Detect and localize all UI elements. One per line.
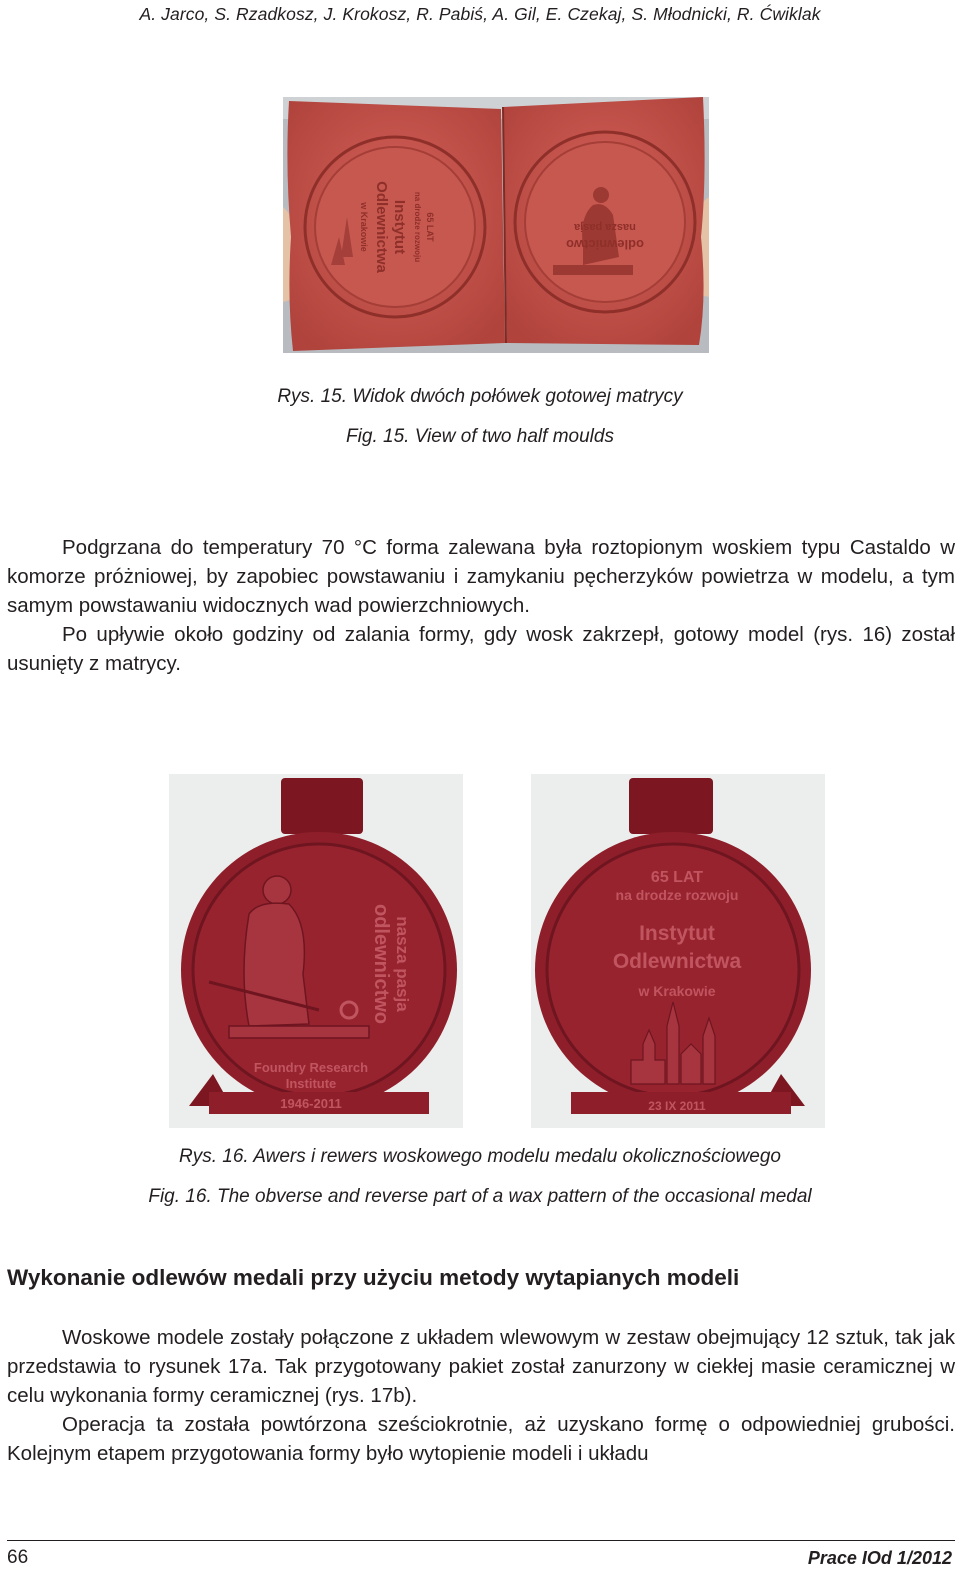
figure-15-caption-pl: Rys. 15. Widok dwóch połówek gotowej matrycy <box>277 386 683 407</box>
figure-16-caption-pl: Rys. 16. Awers i rewers woskowego modelu medalu okolicznościowego <box>179 1146 781 1167</box>
reverse-line-4: Odlewnictwa <box>612 950 742 973</box>
obverse-bottom-2: Institute <box>285 1076 337 1091</box>
paragraph-1 <box>7 533 955 678</box>
mould-left-line-1: 65 LAT <box>425 212 435 242</box>
paragraph-1-part-2: Po upływie około godziny od zalania formy, gdy wosk zakrzepł, gotowy model (rys. 16) został usunięty z matrycy. <box>7 623 955 675</box>
mould-left-line-2: na drodze rozwoju <box>413 191 422 263</box>
obverse-bottom-1: Foundry Research <box>253 1060 369 1075</box>
reverse-line-3: Instytut <box>639 922 715 945</box>
paragraph-2 <box>7 1323 955 1468</box>
mould-right-line-2: nasza pasja <box>574 221 636 233</box>
obverse-title-2: nasza pasja <box>393 916 412 1012</box>
reverse-date: 23 IX 2011 <box>648 1099 706 1113</box>
reverse-line-5: w Krakowie <box>638 983 716 999</box>
mould-left-line-5: w Krakowie <box>359 202 369 252</box>
running-header: A. Jarco, S. Rzadkosz, J. Krokosz, R. Pabiś, A. Gil, E. Czekaj, S. Młodnicki, R. Ćwiklak <box>139 4 821 24</box>
section-heading: Wykonanie odlewów medali przy użyciu metody wytapianych modeli <box>7 1265 740 1290</box>
paragraph-2-part-2: Operacja ta została powtórzona sześciokrotnie, aż uzyskano formę o odpowiedniej grubości. Kolejnym etapem przygotowania formy było wytopienie modeli i układu <box>7 1413 955 1465</box>
figure-15-photo <box>283 97 709 353</box>
footer-rule <box>7 1540 955 1541</box>
obverse-title-1: odlewnictwo <box>370 904 392 1024</box>
figure-15-caption-en: Fig. 15. View of two half moulds <box>346 426 614 447</box>
figure-16-caption-en: Fig. 16. The obverse and reverse part of a wax pattern of the occasional medal <box>148 1186 812 1207</box>
reverse-line-1: 65 LAT <box>650 869 704 886</box>
reverse-line-2: na drodze rozwoju <box>615 887 739 903</box>
paragraph-2-part-1: Woskowe modele zostały połączone z układem wlewowym w zestaw obejmujący 12 sztuk, tak jak przedstawia to rysunek 17a. Tak przygotowany pakiet został zanurzony w ciekłej masie ceramicznej w celu wykonania formy ceramicznej (rys. 17b). <box>7 1326 955 1407</box>
figure-16-obverse-photo <box>169 774 463 1128</box>
journal-name: Prace IOd 1/2012 <box>807 1548 952 1568</box>
paragraph-1-part-1: Podgrzana do temperatury 70 °C forma zalewana była roztopionym woskiem typu Castaldo w komorze próżniowej, by zapobiec powstawaniu i zamykaniu pęcherzyków powietrza w modelu, a tym samym powstawaniu widocznych wad powierzchniowych. <box>7 536 955 617</box>
mould-left-line-3: Instytut <box>391 199 408 255</box>
page-number: 66 <box>7 1547 29 1568</box>
obverse-years: 1946-2011 <box>280 1096 342 1111</box>
mould-right-line-1: odlewnictwo <box>566 237 644 252</box>
mould-left-line-4: Odlewnictwa <box>373 181 390 273</box>
figure-16-reverse-photo <box>531 774 825 1128</box>
